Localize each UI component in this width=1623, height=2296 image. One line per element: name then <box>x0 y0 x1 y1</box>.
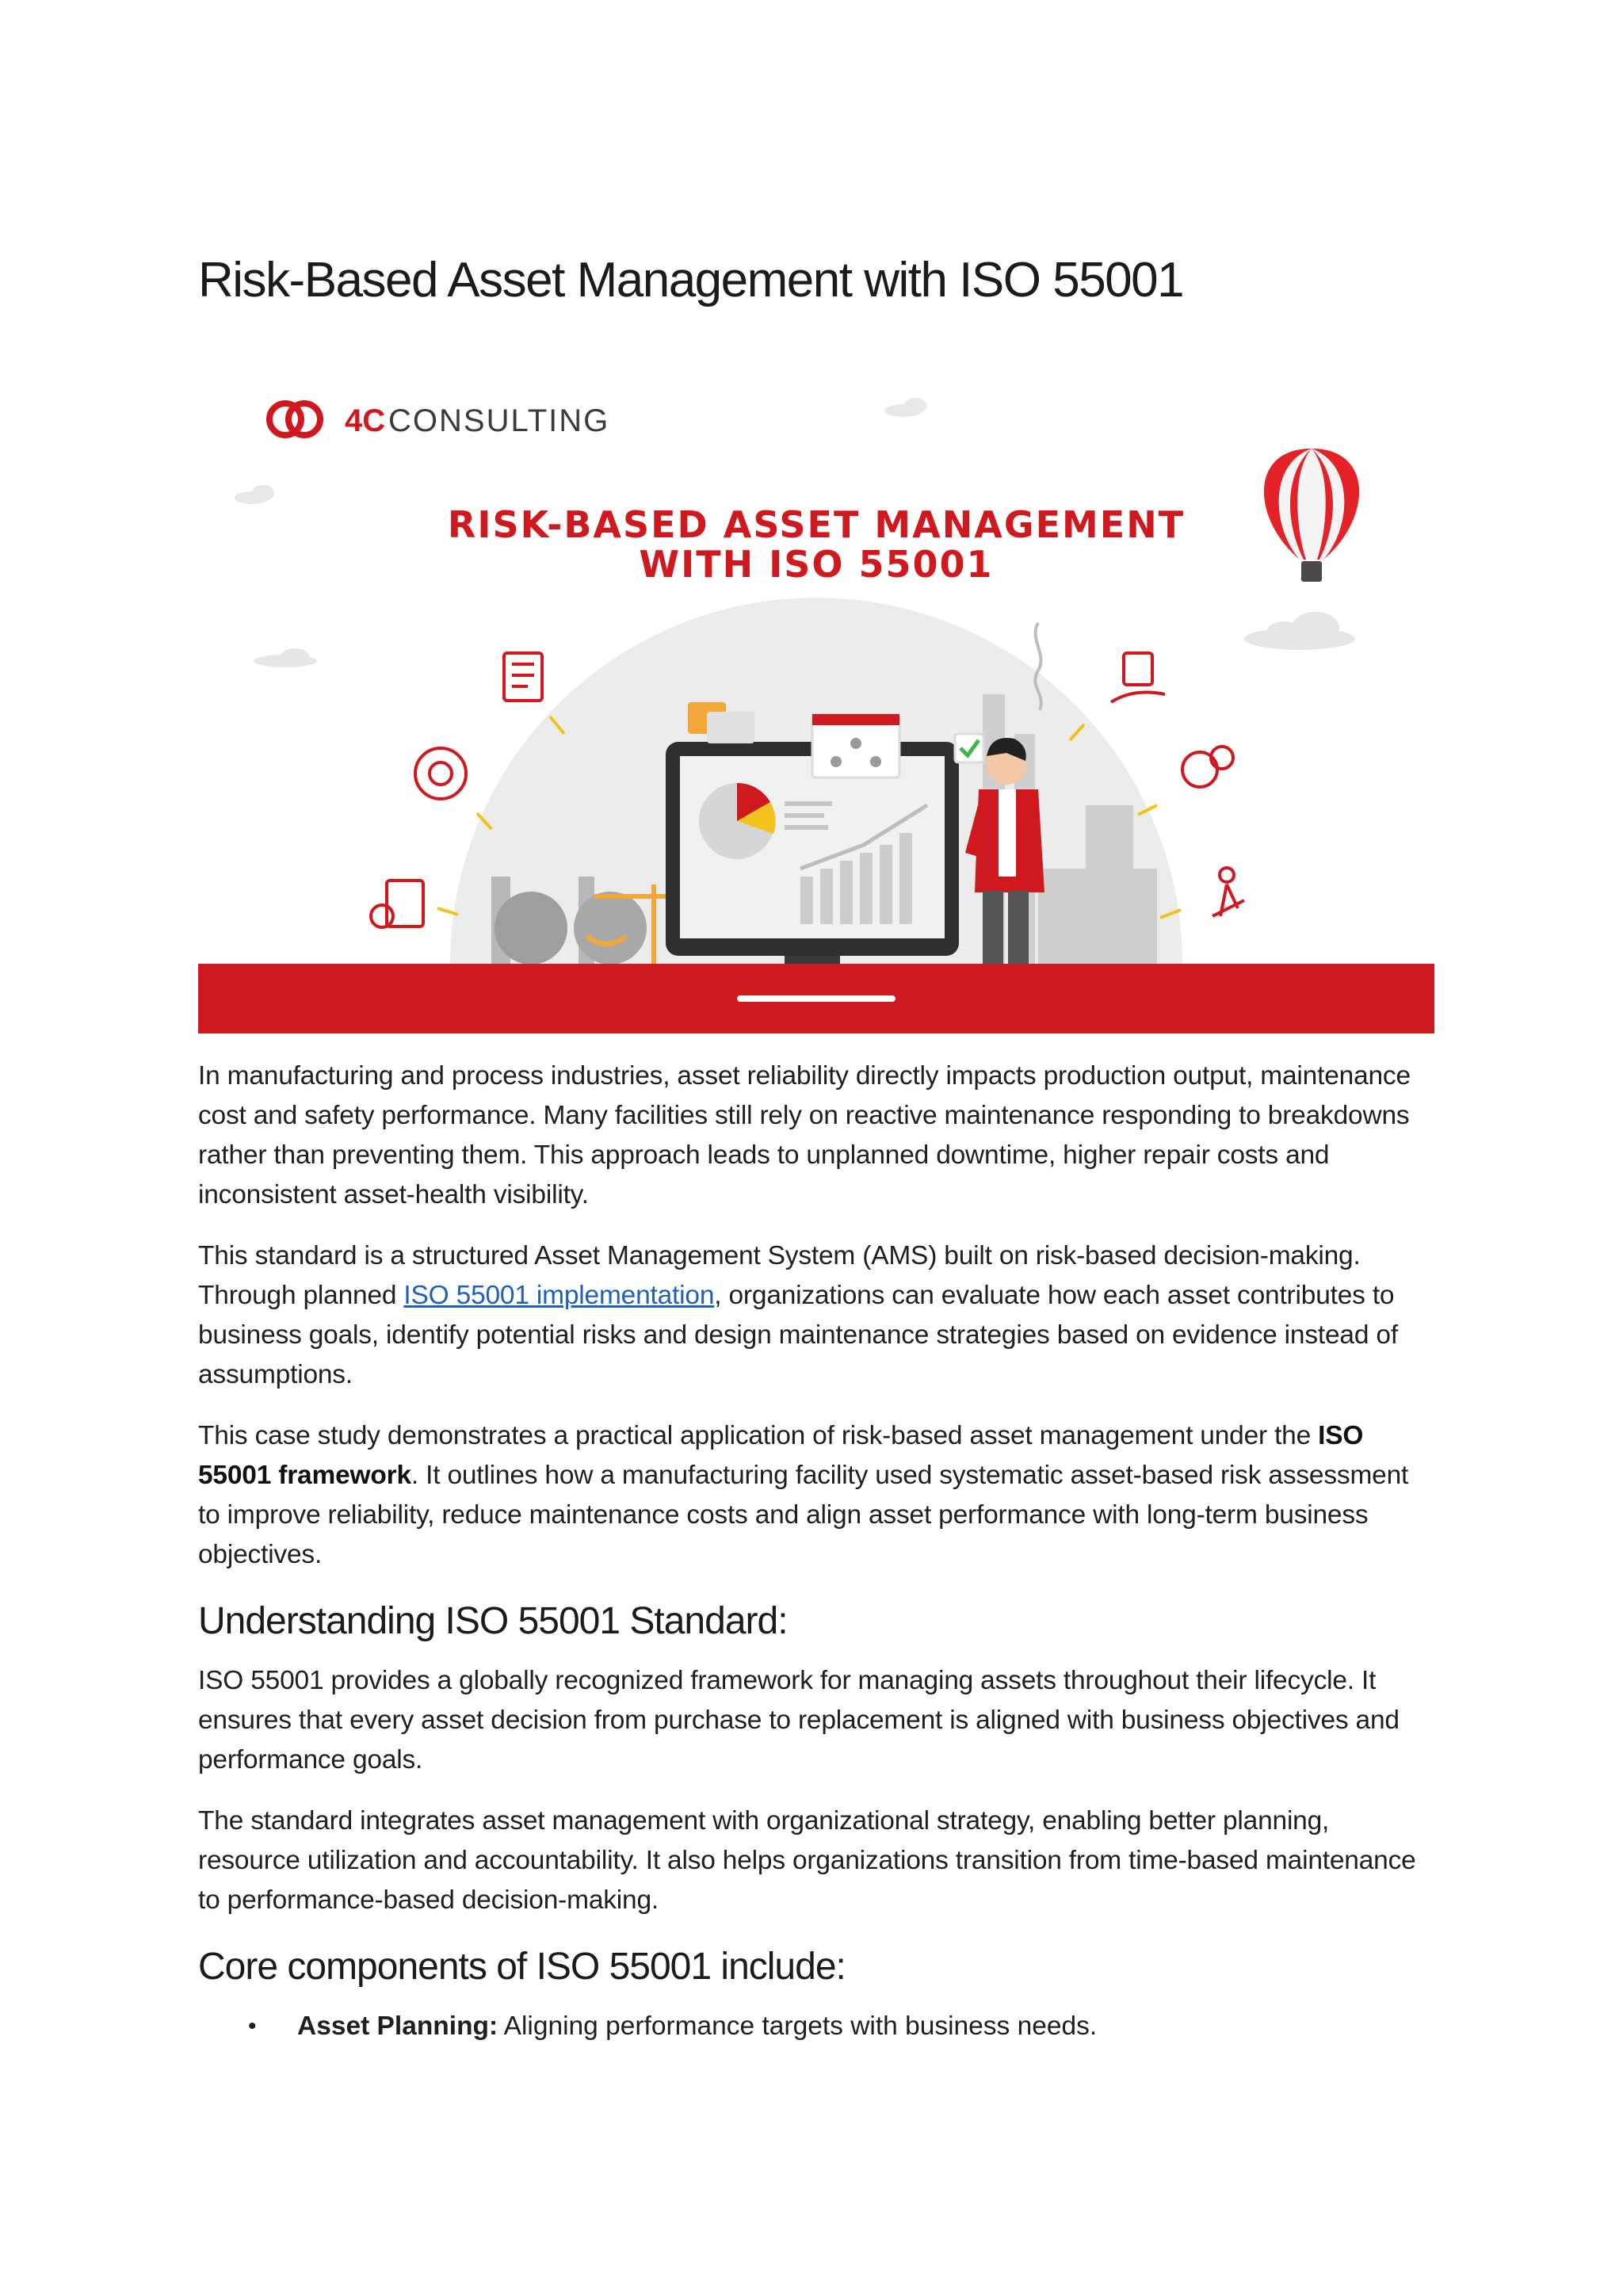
cloud-icon <box>235 485 274 504</box>
iso-55001-implementation-link[interactable]: ISO 55001 implementation <box>403 1281 715 1310</box>
money-hand-icon <box>1111 653 1165 702</box>
hero-headline-line1: RISK-BASED ASSET MANAGEMENT <box>447 503 1186 546</box>
ams-paragraph: This standard is a structured Asset Management System (AMS) built on risk-based decision-making. Through planned ISO 55001 implementation, organizations can evaluate how each asset contributes to business goals, identify potential risks and design maintenance strategies based on evidence instead of assumptions. <box>198 1241 1398 1389</box>
standard-paragraph-2: The standard integrates asset management with organizational strategy, enabling better planning, resource utilization and accountability. It also helps organizations transition from time-based maintenance to performance-based decision-making. <box>198 1806 1416 1915</box>
cloud-icon <box>1244 612 1355 650</box>
cloud-icon <box>254 648 317 667</box>
logo-icon <box>269 403 320 435</box>
cloud-icon <box>884 398 926 417</box>
section-heading-core-components: Core components of ISO 55001 include: <box>198 1946 846 1988</box>
article-body <box>198 1056 1434 2046</box>
hero-illustration <box>198 361 1434 1033</box>
org-chart-icon <box>812 714 899 777</box>
logo-brand-suffix: CONSULTING <box>388 403 610 438</box>
standard-paragraph-1: ISO 55001 provides a globally recognized framework for managing assets throughout their lifecycle. It ensures that every asset decision from purchase to replacement is aligned with business objectives and performance goals. <box>198 1666 1400 1775</box>
page-title: Risk-Based Asset Management with ISO 55001 <box>198 253 1184 308</box>
gear-people-icon <box>415 748 466 799</box>
checkmark-icon <box>955 734 983 762</box>
lightbulb-gear-icon <box>1182 747 1233 787</box>
hero-headline-line2: WITH ISO 55001 <box>639 543 994 586</box>
hot-air-balloon-icon <box>1264 449 1359 582</box>
checklist-icon <box>504 653 542 701</box>
list-item-text: Aligning performance targets with business needs. <box>498 2011 1098 2041</box>
worker-tools-icon <box>1212 868 1244 916</box>
framework-emphasis: ISO 55001 framework <box>198 1421 1364 1490</box>
list-item <box>198 2007 1434 2046</box>
section-heading-understanding: Understanding ISO 55001 Standard: <box>198 1600 788 1642</box>
document-gear-icon <box>371 881 423 927</box>
list-item-label: Asset Planning: <box>297 2011 498 2041</box>
intro-paragraph: In manufacturing and process industries, asset reliability directly impacts production output, maintenance cost and safety performance. Many facilities still rely on reactive maintenance responding to breakdowns rather than preventing them. This approach leads to unplanned downtime, higher repair costs and inconsistent asset-health visibility. <box>198 1061 1411 1209</box>
bullet-icon: • <box>248 2013 257 2039</box>
case-study-paragraph: This case study demonstrates a practical application of risk-based asset management under the ISO 55001 framework. It outlines how a manufacturing facility used systematic asset-based risk assessment to improve reliability, reduce maintenance costs and align asset performance with long-term business objectives. <box>198 1421 1409 1569</box>
core-components-list <box>198 2007 1434 2046</box>
logo-brand-prefix: 4C <box>345 403 386 438</box>
